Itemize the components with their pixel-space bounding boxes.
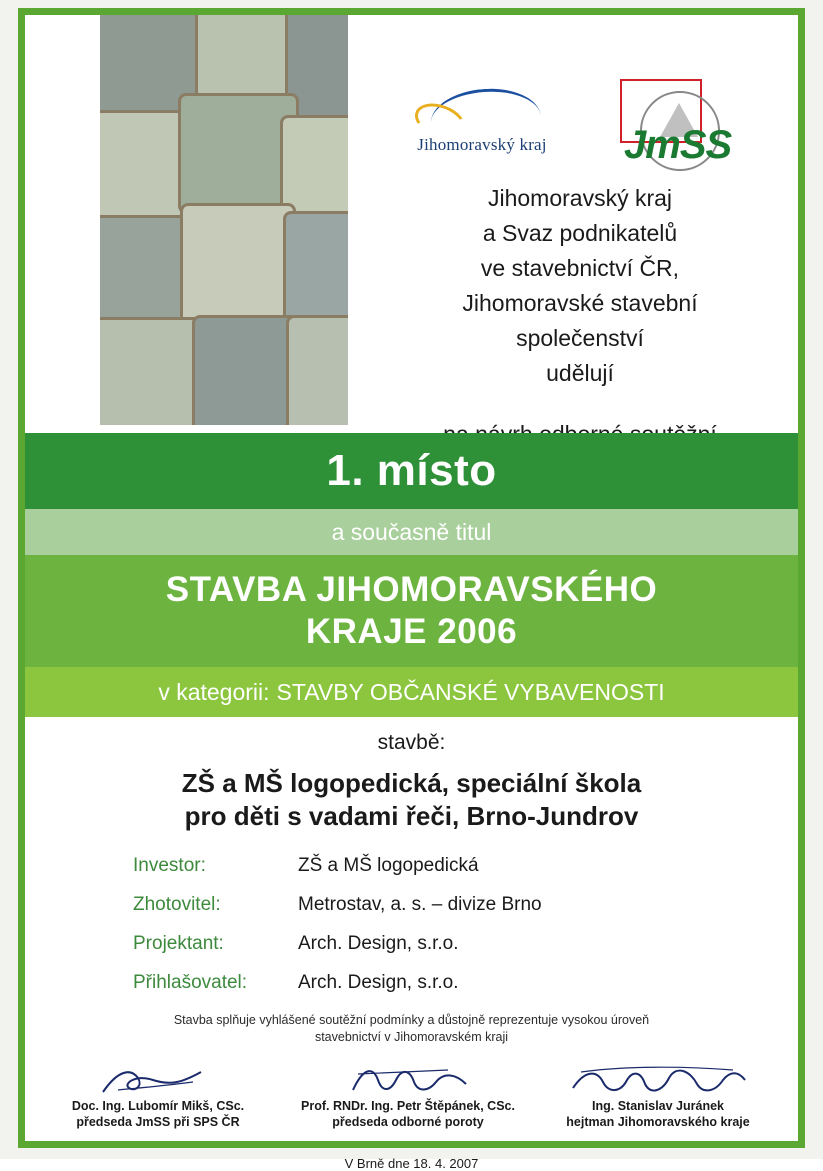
jihomoravsky-kraj-logo-label: Jihomoravský kraj	[417, 135, 547, 154]
handwritten-signature-icon	[293, 1062, 523, 1098]
detail-label: Zhotovitel:	[133, 894, 221, 915]
signature-row	[25, 1062, 798, 1152]
intro-line: Jihomoravský kraj	[487, 185, 673, 211]
detail-row	[133, 855, 733, 877]
detail-label: Přihlašovatel:	[133, 972, 248, 993]
intro-line: společenství	[516, 325, 644, 351]
award-title-banner	[25, 555, 798, 667]
place-and-date: V Brně dne 18. 4. 2007	[344, 1156, 479, 1171]
intro-line: udělují	[546, 360, 614, 386]
award-statement	[92, 1012, 732, 1046]
signature-role: hejtman Jihomoravského kraje	[566, 1115, 750, 1129]
certificate-header	[25, 15, 798, 427]
detail-label: Investor:	[133, 855, 206, 876]
signature-block	[43, 1062, 273, 1130]
handwritten-signature-icon	[43, 1062, 273, 1098]
signature-role: předseda odborné poroty	[332, 1115, 484, 1129]
certificate-body	[25, 717, 798, 1171]
detail-row	[133, 972, 733, 994]
detail-value: Metrostav, a. s. – divize Brno	[298, 894, 542, 915]
handwritten-signature-icon	[543, 1062, 773, 1098]
award-category-banner	[25, 667, 798, 717]
signature-block	[293, 1062, 523, 1130]
statement-line: stavebnictví v Jihomoravském kraji	[314, 1030, 509, 1044]
project-details-table	[133, 855, 733, 994]
detail-row	[133, 894, 733, 916]
logo-row	[380, 75, 780, 170]
detail-value: ZŠ a MŠ logopedická	[298, 855, 479, 876]
stone-wall-photo	[100, 15, 348, 425]
project-name-line: pro děti s vadami řeči, Brno-Jundrov	[184, 801, 639, 831]
category-value-label: STAVBY OBČANSKÉ VYBAVENOSTI	[276, 678, 665, 705]
award-title-line: KRAJE 2006	[305, 612, 518, 651]
certificate-frame	[18, 8, 805, 1171]
signature-name: Doc. Ing. Lubomír Mikš, CSc.	[71, 1099, 245, 1113]
award-place-banner: 1. místo	[25, 433, 798, 509]
detail-value: Arch. Design, s.r.o.	[298, 972, 459, 993]
intro-line: Jihomoravské stavební	[462, 290, 698, 316]
jihomoravsky-kraj-logo	[392, 83, 572, 163]
intro-line: a Svaz podnikatelů	[482, 220, 678, 246]
category-prefix-label: v kategorii:	[158, 678, 270, 705]
jmss-logo	[612, 75, 772, 167]
project-name-line: ZŠ a MŠ logopedická, speciální škola	[181, 768, 642, 798]
detail-label: Projektant:	[133, 933, 224, 954]
project-name	[25, 767, 798, 833]
signature-name: Ing. Stanislav Juránek	[592, 1099, 724, 1113]
award-subtitle-banner: a současně titul	[25, 509, 798, 555]
signature-name: Prof. RNDr. Ing. Petr Štěpánek, CSc.	[301, 1099, 515, 1113]
project-label: stavbě:	[377, 731, 446, 754]
award-title-line: STAVBA JIHOMORAVSKÉHO	[165, 570, 658, 609]
certificate-inner	[25, 15, 798, 1171]
intro-line: ve stavebnictví ČR,	[480, 255, 680, 281]
jmss-logo-label: JmSS	[624, 123, 732, 167]
signature-block	[543, 1062, 773, 1130]
detail-value: Arch. Design, s.r.o.	[298, 933, 459, 954]
signature-role: předseda JmSS při SPS ČR	[76, 1115, 240, 1129]
statement-line: Stavba splňuje vyhlášené soutěžní podmínky a důstojně reprezentuje vysokou úroveň	[173, 1013, 650, 1027]
detail-row	[133, 933, 733, 955]
